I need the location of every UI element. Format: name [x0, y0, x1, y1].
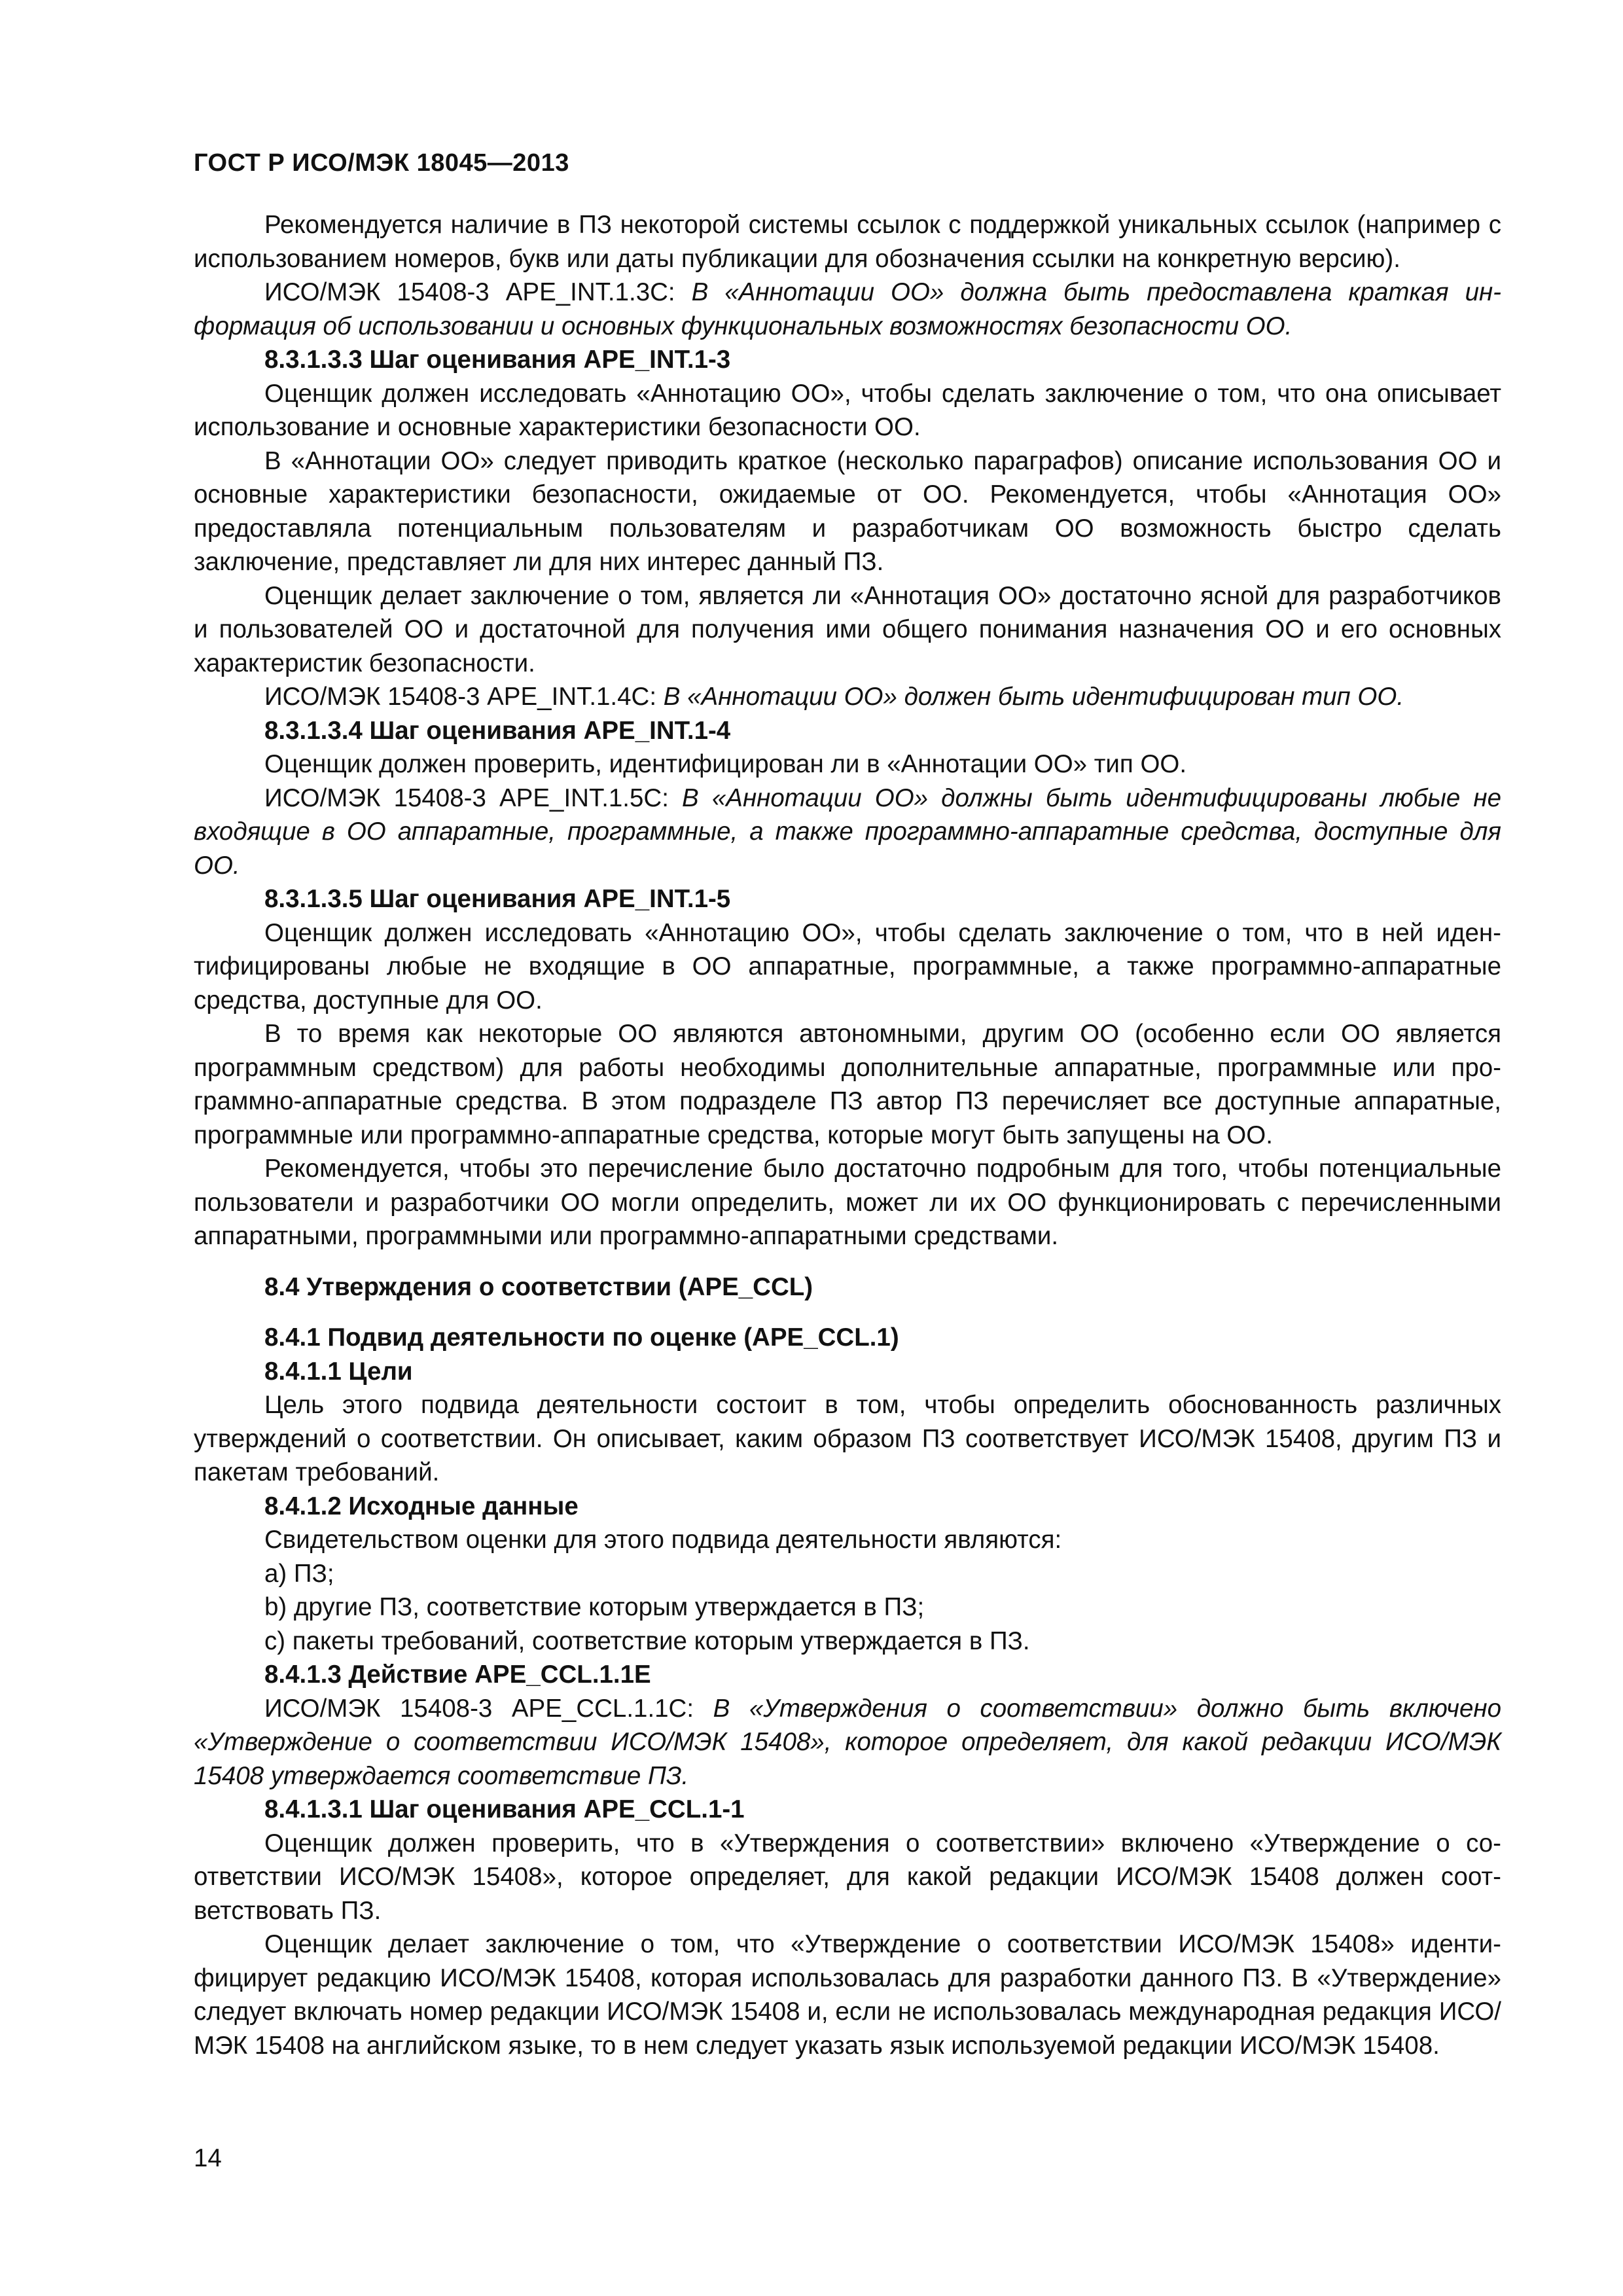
requirement-text: В «Утверждения о соответствии» должно быть включено «Утверждение о соответствии ИСО/МЭК 15408», которое определяет, для какой редакции ИСО/МЭК 15408 утверждается соответствие ПЗ. [194, 1694, 1501, 1790]
paragraph: Свидетельством оценки для этого подвида деятельности являются: [264, 1526, 1062, 1554]
list-item: a) ПЗ; [264, 1559, 334, 1588]
list-item: b) другие ПЗ, соответствие которым утверждается в ПЗ; [264, 1593, 925, 1621]
paragraph: Оценщик должен проверить, идентифицирован ли в «Аннотации ОО» тип ОО. [264, 750, 1187, 778]
paragraph: Рекомендуется наличие в ПЗ некоторой системы ссылок с поддержкой уникальных ссылок (например с использованием номеров, букв или даты публикации для обозначения ссылки на конкретную версию). [194, 211, 1501, 273]
requirement-paragraph [194, 680, 1501, 714]
paragraph: Оценщик делает заключение о том, является ли «Аннотация ОО» достаточно ясной для разработчиков и пользователей ОО и достаточной для получения ими общего понимания назначения ОО и его основных характеристик безопасности. [194, 581, 1501, 677]
requirement-paragraph [194, 781, 1501, 883]
list-item: c) пакеты требований, соответствие которым утверждается в ПЗ. [264, 1626, 1030, 1655]
paragraph: Оценщик должен исследовать «Аннотацию ОО», чтобы сделать заключение о том, что она описывает использование и основные характеристики безопасности ОО. [194, 379, 1501, 441]
requirement-paragraph [194, 1692, 1501, 1793]
section-heading: 8.3.1.3.4 Шаг оценивания APE_INT.1-4 [264, 716, 731, 745]
page-number: 14 [194, 2144, 222, 2172]
paragraph: Рекомендуется, чтобы это перечисление было достаточно подробным для того, чтобы потенциальные пользователи и разработчики ОО могли определить, может ли их ОО функционировать с перечисленными аппаратными, программными или программно-аппаратными средствами. [194, 1155, 1501, 1250]
section-heading: 8.3.1.3.3 Шаг оценивания APE_INT.1-3 [264, 346, 731, 374]
paragraph: Оценщик должен исследовать «Аннотацию ОО», чтобы сделать заключение о том, что в ней идентифицированы любые не входящие в ОО аппаратные, программные, а также программно-аппаратные средства, доступные для ОО. [194, 918, 1501, 1014]
paragraph: В «Аннотации ОО» следует приводить краткое (несколько параграфов) описание использования ОО и основные характеристики безопасности, ожидаемые от ОО. Рекомендуется, чтобы «Аннотация ОО» предоставляла потенциальным пользователям и разработчикам ОО возможность быстро сделать заключение, представляет ли для них интерес данный ПЗ. [194, 446, 1501, 576]
requirement-ref: ИСО/МЭК 15408-3 APE_INT.1.5C: [264, 783, 683, 812]
requirement-text: В «Аннотации ОО» должна быть предоставлена краткая информация об использовании и основных функциональных возможностях безопасности ОО. [194, 278, 1501, 340]
section-heading: 8.4.1.3.1 Шаг оценивания APE_CCL.1-1 [264, 1795, 745, 1823]
requirement-text: В «Аннотации ОО» должны быть идентифицированы любые не входящие в ОО аппаратные, программные, а также программно-аппаратные средства, доступные для ОО. [194, 783, 1501, 880]
requirement-ref: ИСО/МЭК 15408-3 APE_CCL.1.1C: [264, 1694, 713, 1723]
paragraph: Оценщик делает заключение о том, что «Утверждение о соответствии ИСО/МЭК 15408» идентифицирует редакцию ИСО/МЭК 15408, которая использовалась для разработки данного ПЗ. В «Утверждение» следует включать номер редакции ИСО/МЭК 15408 и, если не использовалась международная редакция ИСО/МЭК 15408 на английском языке, то в нем следует указать язык используемой редакции ИСО/МЭК 15408. [194, 1930, 1501, 2060]
requirement-ref: ИСО/МЭК 15408-3 APE_INT.1.4C: [264, 683, 664, 711]
requirement-ref: ИСО/МЭК 15408-3 APE_INT.1.3C: [264, 278, 692, 306]
chapter-heading: 8.4 Утверждения о соответствии (APE_CCL) [264, 1272, 813, 1301]
section-heading: 8.4.1 Подвид деятельности по оценке (APE_CCL.1) [264, 1323, 899, 1352]
paragraph: Оценщик должен проверить, что в «Утверждения о соответствии» включено «Утверждение о соответствии ИСО/МЭК 15408», которое определяет, для какой редакции ИСО/МЭК 15408 должен соответствовать ПЗ. [194, 1829, 1501, 1925]
document-body [194, 208, 1501, 2062]
paragraph: Цель этого подвида деятельности состоит в том, чтобы определить обоснованность различных утверждений о соответствии. Он описывает, каким образом ПЗ соответствует ИСО/МЭК 15408, другим ПЗ и пакетам требований. [194, 1391, 1501, 1486]
paragraph: В то время как некоторые ОО являются автономными, другим ОО (особенно если ОО является программным средством) для работы необходимы дополнительные аппаратные, программные или программно-аппаратные средства. В этом подразделе ПЗ автор ПЗ перечисляет все доступные аппаратные, программные или программно-аппаратные средства, которые могут быть запущены на ОО. [194, 1020, 1501, 1149]
requirement-text: В «Аннотации ОО» должен быть идентифицирован тип ОО. [663, 683, 1404, 711]
document-header: ГОСТ Р ИСО/МЭК 18045—2013 [194, 149, 569, 177]
section-heading: 8.3.1.3.5 Шаг оценивания APE_INT.1-5 [264, 885, 731, 913]
section-heading: 8.4.1.3 Действие APE_CCL.1.1E [264, 1660, 651, 1689]
requirement-paragraph [194, 276, 1501, 343]
section-heading: 8.4.1.2 Исходные данные [264, 1492, 579, 1520]
section-heading: 8.4.1.1 Цели [264, 1357, 413, 1386]
